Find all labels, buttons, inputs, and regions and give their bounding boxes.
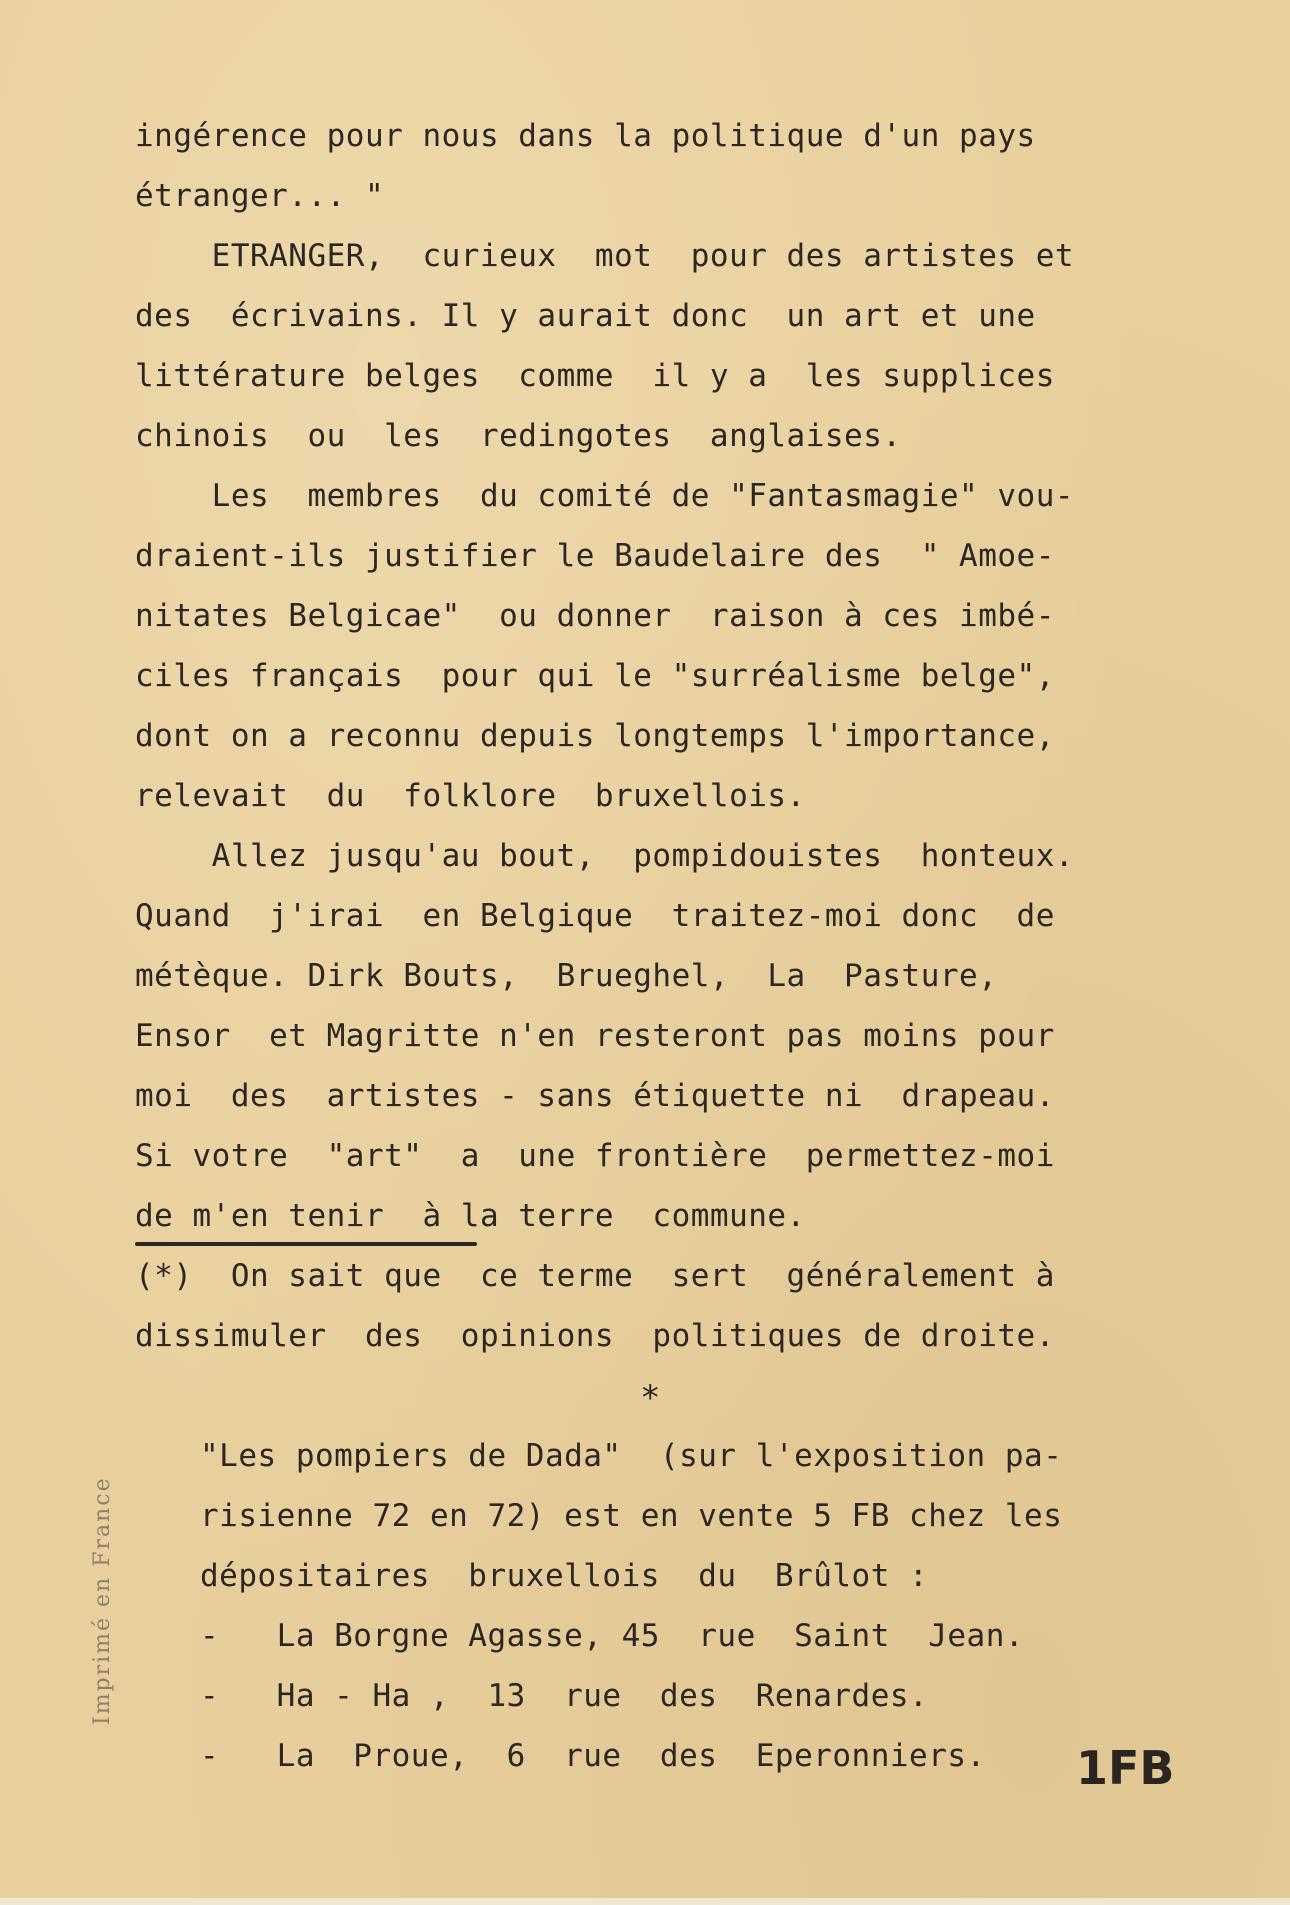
notice-line: "Les pompiers de Dada" (sur l'exposition pa-: [200, 1438, 1063, 1474]
text-line: ciles français pour qui le "surréalisme belge",: [135, 658, 1055, 694]
text-line: chinois ou les redingotes anglaises.: [135, 418, 902, 454]
text-line: nitates Belgicae" ou donner raison à ces imbé-: [135, 598, 1055, 634]
text-line: Les membres du comité de "Fantasmagie" vou-: [135, 478, 1075, 514]
text-line: des écrivains. Il y aurait donc un art et une: [135, 298, 1036, 334]
page-bottom-edge: [0, 1898, 1290, 1905]
text-line: dont on a reconnu depuis longtemps l'importance,: [135, 718, 1055, 754]
text-line: Allez jusqu'au bout, pompidouistes honteux.: [135, 838, 1075, 874]
notice-line: risienne 72 en 72) est en vente 5 FB chez les: [200, 1498, 1063, 1534]
footnote-line: dissimuler des opinions politiques de droite.: [135, 1318, 1055, 1354]
text-line: ETRANGER, curieux mot pour des artistes et: [135, 238, 1075, 274]
text-line: métèque. Dirk Bouts, Brueghel, La Pasture,: [135, 958, 998, 994]
text-line: draient-ils justifier le Baudelaire des " Amoe-: [135, 538, 1055, 574]
text-line: relevait du folklore bruxellois.: [135, 778, 806, 814]
handwritten-underline: [135, 1242, 477, 1246]
footnote-line: (*) On sait que ce terme sert généralement à: [135, 1258, 1055, 1294]
price-stamp: 1FB: [1076, 1741, 1175, 1795]
text-line: Si votre "art" a une frontière permettez-moi: [135, 1138, 1055, 1174]
notice-list-item: - La Borgne Agasse, 45 rue Saint Jean.: [200, 1618, 1025, 1654]
imprint-margin-text: Imprimé en France: [90, 1476, 115, 1725]
text-line: littérature belges comme il y a les supplices: [135, 358, 1055, 394]
notice-list-item: - Ha - Ha , 13 rue des Renardes.: [200, 1678, 929, 1714]
text-line: Quand j'irai en Belgique traitez-moi donc de: [135, 898, 1055, 934]
text-line: ingérence pour nous dans la politique d'un pays: [135, 118, 1036, 154]
text-line: Ensor et Magritte n'en resteront pas moins pour: [135, 1018, 1055, 1054]
text-line: moi des artistes - sans étiquette ni drapeau.: [135, 1078, 1055, 1114]
text-line: de m'en tenir à la terre commune.: [135, 1198, 806, 1234]
section-separator: *: [640, 1378, 661, 1418]
notice-line: dépositaires bruxellois du Brûlot :: [200, 1558, 929, 1594]
text-line: étranger... ": [135, 178, 385, 214]
notice-list-item: - La Proue, 6 rue des Eperonniers.: [200, 1738, 986, 1774]
